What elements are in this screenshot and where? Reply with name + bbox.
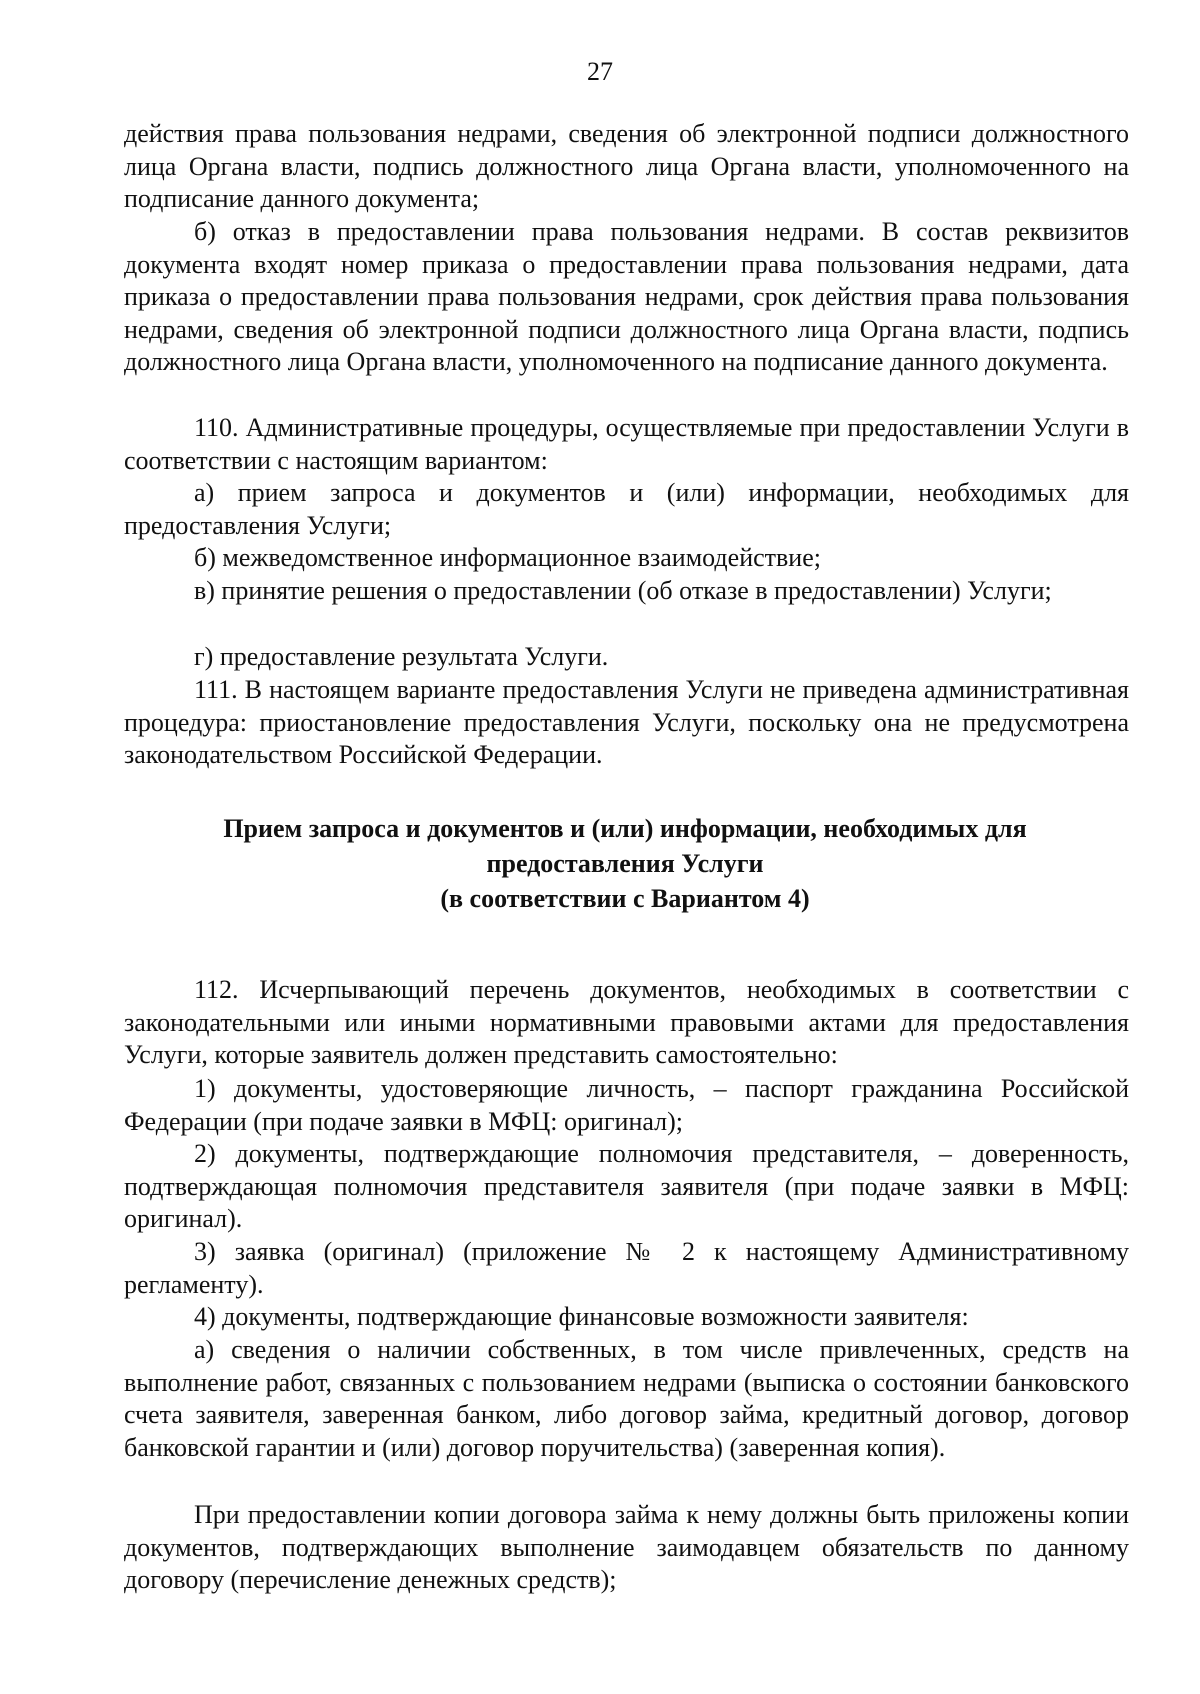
list-item: г) предоставление результата Услуги.: [194, 642, 609, 671]
list-item: в) принятие решения о предоставлении (об отказе в предоставлении) Услуги;: [194, 576, 1052, 605]
paragraph: 112. Исчерпывающий перечень документов, необходимых в соответствии с законодательными или иными нормативными правовыми актами для предоставления Услуги, которые заявитель должен представить самостоятельно:: [124, 975, 1129, 1070]
heading-line: предоставления Услуги: [486, 849, 764, 878]
list-item: 1) документы, удостоверяющие личность, – паспорт гражданина Российской Федерации (при подаче заявки в МФЦ: оригинал);: [124, 1074, 1129, 1136]
paragraph: действия права пользования недрами, сведения об электронной подписи должностного лица Органа власти, подпись должностного лица Органа власти, уполномоченного на подписание данного документа;: [124, 119, 1129, 214]
page-number: 27: [587, 57, 613, 86]
list-item: 3) заявка (оригинал) (приложение № 2 к настоящему Административному регламенту).: [124, 1237, 1129, 1299]
paragraph: 111. В настоящем варианте предоставления Услуги не приведена административная процедура: приостановление предоставления Услуги, поскольку она не предусмотрена законодательством Российской Федерации.: [124, 675, 1129, 770]
paragraph: При предоставлении копии договора займа к нему должны быть приложены копии документов, подтверждающих выполнение заимодавцем обязательств по данному договору (перечисление денежных средств);: [124, 1500, 1129, 1595]
heading-line: (в соответствии с Вариантом 4): [440, 884, 810, 913]
list-item: а) прием запроса и документов и (или) информации, необходимых для предоставления Услуги;: [124, 478, 1129, 540]
list-item: 4) документы, подтверждающие финансовые возможности заявителя:: [194, 1302, 969, 1331]
list-item: а) сведения о наличии собственных, в том числе привлеченных, средств на выполнение работ, связанных с пользованием недрами (выписка о состоянии банковского счета заявителя, заверенная банком, либо договор займа, кредитный договор, договор банковской гарантии и (или) договор поручительства) (заверенная копия).: [124, 1335, 1129, 1462]
paragraph: б) отказ в предоставлении права пользования недрами. В состав реквизитов документа входят номер приказа о предоставлении права пользования недрами, дата приказа о предоставлении права пользования недрами, срок действия права пользования недрами, сведения об электронной подписи должностного лица Органа власти, подпись должностного лица Органа власти, уполномоченного на подписание данного документа.: [124, 217, 1129, 377]
list-item: 2) документы, подтверждающие полномочия представителя, – доверенность, подтверждающая полномочия представителя заявителя (при подаче заявки в МФЦ: оригинал).: [124, 1139, 1129, 1234]
paragraph: 110. Административные процедуры, осуществляемые при предоставлении Услуги в соответствии с настоящим вариантом:: [124, 413, 1129, 475]
list-item: б) межведомственное информационное взаимодействие;: [194, 543, 821, 572]
section-heading: [120, 811, 1130, 916]
heading-line: Прием запроса и документов и (или) информации, необходимых для: [223, 814, 1027, 843]
